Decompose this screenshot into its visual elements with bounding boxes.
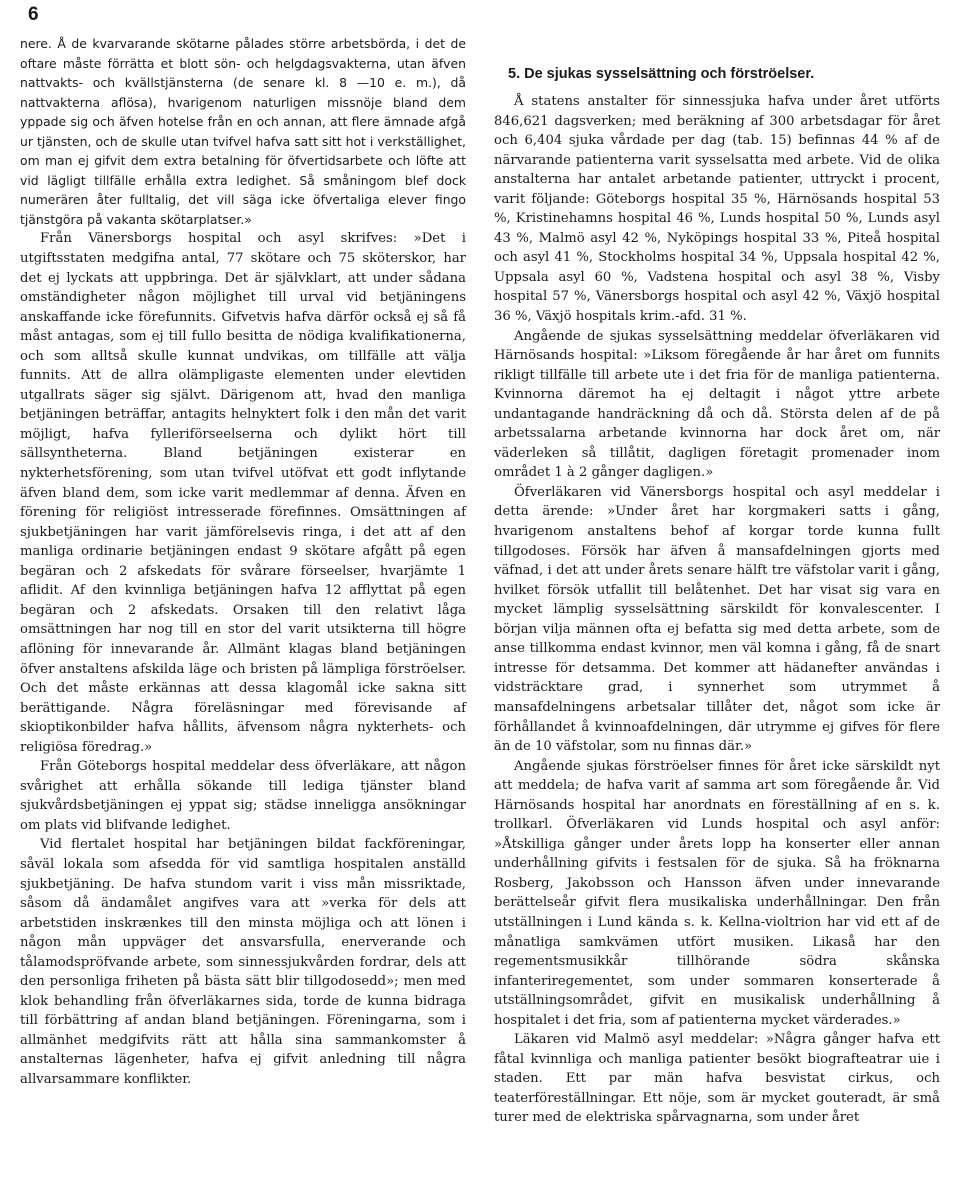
paragraph: nere. Å de kvarvarande skötarne pålades större arbetsbörda, i det de oftare måste förrätta et blott sön- och helgdagsvakterna, utan äfven nattvakts- och kvällstjänsterna (de senare kl. 8 —10 e. m.), då nattvakterna aflösa), hvarigenom naturligen missnöje bland dem yppade sig och äfven hotelse från en och annan, att flere ämnade afgå ur tjänsten, och de skulle utan tvifvel hafva satt sitt hot i verkställighet, om man ej gifvit dem extra betalning för öfvertidsarbete och löfte att vid lägligt tillfälle erhålla extra ledighet. Så småningom blef dock numerären åter fulltalig, det vill säga icke öfvertaliga elever fingo tjänstgöra på vakanta skötarplatser.» <box>20 36 466 227</box>
paragraph: Från Vänersborgs hospital och asyl skrifves: »Det i utgiftsstaten medgifna antal, 77 skötare och 75 sköterskor, har det ej lyckats att uppbringa. Det är självklart, att under sådana omständigheter någon möjlighet till urval vid betjäningens anskaffande icke förefunnits. Gifvetvis hafva därför också ej så få måst antagas, som ej till fullo besitta de nödiga kvalifikationerna, och som alltså skulle kunnat undvikas, om tillfälle att välja funnits. Att de allra olämpligaste elementen under elevtiden utgallrats säger sig självt. Därigenom att, hvad den manliga betjäningen beträffar, antagits helnyktert folk i den mån det varit möjligt, hafva fylleriförseelserna och dylikt hört till sällsyntheterna. Bland betjäningen existerar en nykterhetsförening, som utan tvifvel utöfvat ett godt inflytande äfven bland dem, som icke varit medlemmar af denna. Äfven en förening för religiöst intresserade förefinnes. Omsättningen af sjukbetjäningen har varit jämförelsevis ringa, i det att af den manliga ordinarie betjäningen endast 9 skötare afgått på egen begäran och 2 afskedats för svårare förseelser, hvarjämte 1 aflidit. Af den kvinnliga betjäningen hafva 12 afflyttat på egen begäran och 2 afskedats. Orsaken till den relativt låga omsättningen har nog till en stor del varit utsikterna till högre aflöning för innevarande år. Allmänt klagas bland betjäningen öfver anstaltens afskilda läge och bristen på lämpliga förströelser. Och det måste erkännas att dessa klagomål icke sakna sitt berättigande. Några föreläsningar med förevisande af skioptikonbilder hafva hållits, äfvensom några nykterhets- och religiösa föredrag.» <box>20 231 466 755</box>
page-number: 6 <box>28 4 39 25</box>
section-title: 5. De sjukas sysselsättning och förströelser. <box>508 66 815 82</box>
paragraph: Vid flertalet hospital har betjäningen bildat fackföreningar, såväl lokala som afsedda för vid samtliga hospitalen anställd sjukbetjäning. De hafva stundom varit i viss mån missriktade, såsom då ändamålet angifves vara att »verka för dels att arbetstiden inskrænkes till den minsta möjliga och att lönen i någon mån uppväger det ansvarsfulla, enerverande och tålamodspröfvande arbete, som sinnessjukvården fordrar, dels att den personliga friheten på bästa sätt blir tillgodosedd»; men med klok behandling från öfverläkarnes sida, torde de kunna bidraga till förbättring af andan bland betjäningen. Föreningarna, som i allmänhet medgifvits rätt att hålla sina sammankomster å anstalternas lägenheter, hafva ej gifvit anledning till några allvarsammare konflikter. <box>20 837 466 1087</box>
left-column <box>20 34 466 1090</box>
paragraph: Från Göteborgs hospital meddelar dess öfverläkare, att någon svårighet att erhålla sökande till lediga tjänster bland sjukvårdsbetjäningen ej yppat sig; städse inneligga ansökningar om plats vid blifvande ledighet. <box>20 759 466 833</box>
paragraph: Angående de sjukas sysselsättning meddelar öfverläkaren vid Härnösands hospital: »Liksom föregående år har året om funnits rikligt tillfälle till arbete ute i det fria för de manliga patienterna. Kvinnorna däremot ha ej deltagit i något yttre arbete undantagande handräckning då och då. Största delen af de på arbetssalarna arbetande kvinnorna har dock året om, när väderleken så tillåtit, dagligen företagit promenader inom området 1 à 2 gånger dagligen.» <box>494 328 940 481</box>
paragraph: Läkaren vid Malmö asyl meddelar: »Några gånger hafva ett fåtal kvinnliga och manliga patienter besökt biografteatrar uie i staden. Ett par män hafva besvistat cirkus, och teaterföreställningar. Ett nöje, som är mycket gouteradt, är små turer med de elektriska spårvagnarna, som under året <box>494 1032 940 1126</box>
paragraph: Angående sjukas förströelser finnes för året icke särskildt nyt att meddela; de hafva varit af samma art som föregående år. Vid Härnösands hospital har anordnats en föreställning af en s. k. trollkarl. Öfverläkaren vid Lunds hospital och asyl anför: »Åtskilliga gånger under årets lopp ha konserter eller annan underhållning gifvits i festsalen för de sjuka. Så ha fröknarna Rosberg, Jakobsson och Hansson äfven under innevarande berättelseår gifvit flera musikaliska underhållningar. Den från utställningen i Lund kända s. k. Kellna-violtrion har vid ett af de månatliga samkvämen utfört musiken. Likaså har den regementsmusikkår tillhörande södra skånska infanteriregementet, som under sommaren konserterade å utställningsområdet, gifvit en musikalisk underhållning å hospitalet i det fria, som af patienterna mycket värderades.» <box>494 758 940 1028</box>
right-column <box>494 64 940 1128</box>
paragraph: Å statens anstalter för sinnessjuka hafva under året utförts 846,621 dagsverken; med beräkning af 300 arbetsdagar för året och 6,404 sjuka vårdade per dag (tab. 15) befinnas 44 % af de närvarande patienterna varit sysselsatta med arbete. Vid de olika anstalterna har antalet arbetande patienter, uttryckt i procent, varit följande: Göteborgs hospital 35 %, Härnösands hospital 53 %, Kristinehamns hospital 46 %, Lunds hospital 50 %, Lunds asyl 43 %, Malmö asyl 42 %, Nyköpings hospital 33 %, Piteå hospital och asyl 41 %, Stockholms hospital 34 %, Uppsala hospital 42 %, Uppsala asyl 60 %, Vadstena hospital och asyl 38 %, Visby hospital 57 %, Vänersborgs hospital och asyl 42 %, Växjö hospital 36 %, Växjö hospitals krim.-afd. 31 %. <box>494 94 940 325</box>
paragraph: Öfverläkaren vid Vänersborgs hospital och asyl meddelar i detta ärende: »Under året har korgmakeri satts i gång, hvarigenom anstaltens behof af korgar torde kunna fullt tillgodoses. Försök har äfven å mansafdelningen gjorts med väfnad, i det att under årets senare hälft tre väfstolar varit i gång, hvilket försök utfallit till belåtenhet. Det har visat sig vara en mycket lämplig sysselsättning särskildt för konvalescenter. I början vilja männen ofta ej befatta sig med detta arbete, som de anse tillkomma endast kvinnor, men väl komna i gång, få de snart intresse för detsamma. Det kommer att hädanefter användas i vidsträcktare grad, i synnerhet som utrymmet å mansafdelningens arbetsalar tillåter det, något som icke är förhållandet å kvinnoafdelningen, där utrymme ej gifves för flere än de 10 väfstolar, som nu finnas där.» <box>494 484 940 755</box>
